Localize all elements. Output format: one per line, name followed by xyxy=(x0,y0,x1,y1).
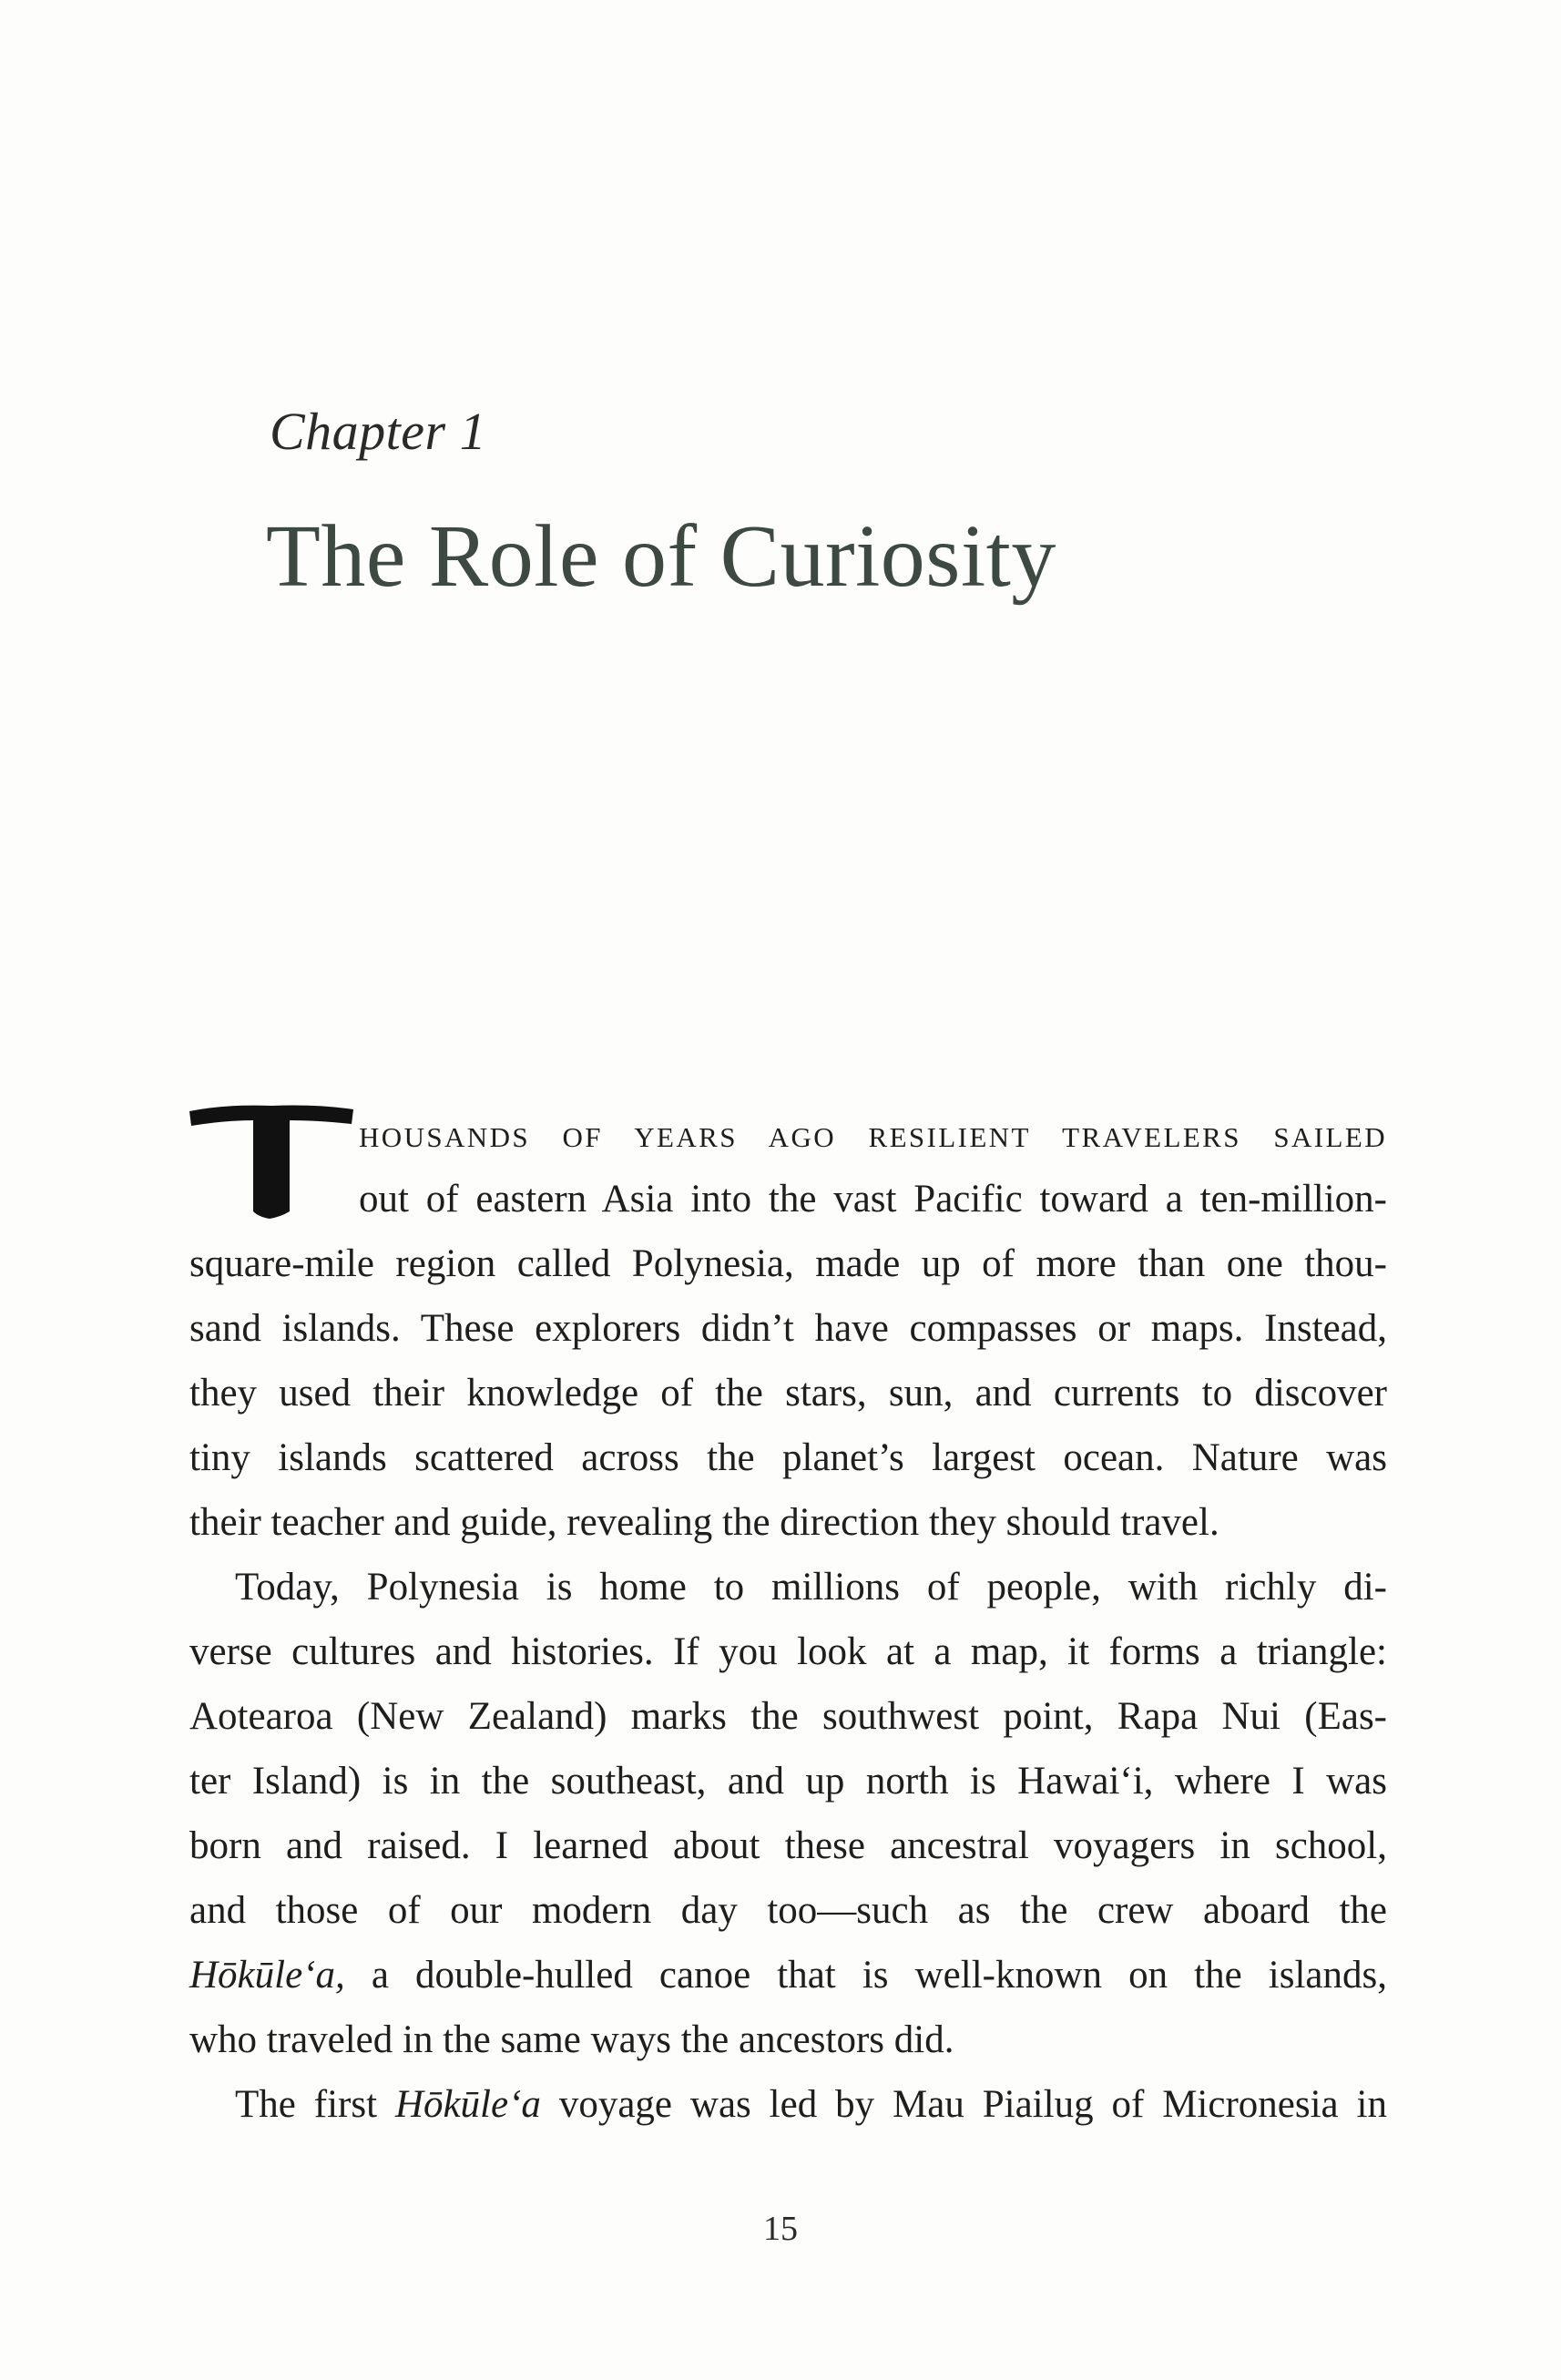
text-fragment: a double-hulled canoe that is well-known on the islands, xyxy=(344,1954,1387,1997)
text-line: verse cultures and histories. If you look at a map, it forms a triangle: xyxy=(189,1630,1387,1673)
text-line: their teacher and guide, revealing the direction they should travel. xyxy=(189,1501,1219,1544)
text-line: who traveled in the same ways the ancestors did. xyxy=(189,2018,954,2061)
page-number: 15 xyxy=(763,2210,798,2248)
text-line: Aotearoa (New Zealand) marks the southwest point, Rapa Nui (Eas- xyxy=(189,1695,1387,1738)
text-line: Today, Polynesia is home to millions of people, with richly di- xyxy=(235,1566,1387,1609)
text-line: tiny islands scattered across the planet’s largest ocean. Nature was xyxy=(189,1436,1387,1479)
text-fragment: The first xyxy=(235,2083,395,2126)
canoe-name-italic: Hōkūle‘a, xyxy=(189,1954,345,1997)
text-line xyxy=(189,1943,1387,2007)
lead-in-smallcaps: HOUSANDS OF YEARS AGO RESILIENT TRAVELERS SAILED xyxy=(359,1121,1387,1153)
chapter-label: Chapter 1 xyxy=(270,402,487,461)
text-line: square-mile region called Polynesia, made up of more than one thou- xyxy=(189,1242,1387,1285)
text-line: sand islands. These explorers didn’t have compasses or maps. Instead, xyxy=(189,1307,1387,1350)
text-line xyxy=(189,2072,1387,2137)
text-line: they used their knowledge of the stars, sun, and currents to discover xyxy=(189,1372,1387,1415)
canoe-name-italic: Hōkūle‘a xyxy=(394,2083,541,2126)
body-text xyxy=(189,1102,1387,2137)
text-line: and those of our modern day too—such as the crew aboard the xyxy=(189,1889,1387,1932)
text-line: born and raised. I learned about these ancestral voyagers in school, xyxy=(189,1824,1387,1867)
text-fragment: voyage was led by Mau Piailug of Micronesia in xyxy=(540,2083,1387,2126)
text-line xyxy=(189,1102,1387,1167)
text-line: out of eastern Asia into the vast Pacific toward a ten-million- xyxy=(359,1178,1387,1221)
chapter-title: The Role of Curiosity xyxy=(266,507,1056,606)
text-line: ter Island) is in the southeast, and up north is Hawai‘i, where I was xyxy=(189,1760,1387,1803)
